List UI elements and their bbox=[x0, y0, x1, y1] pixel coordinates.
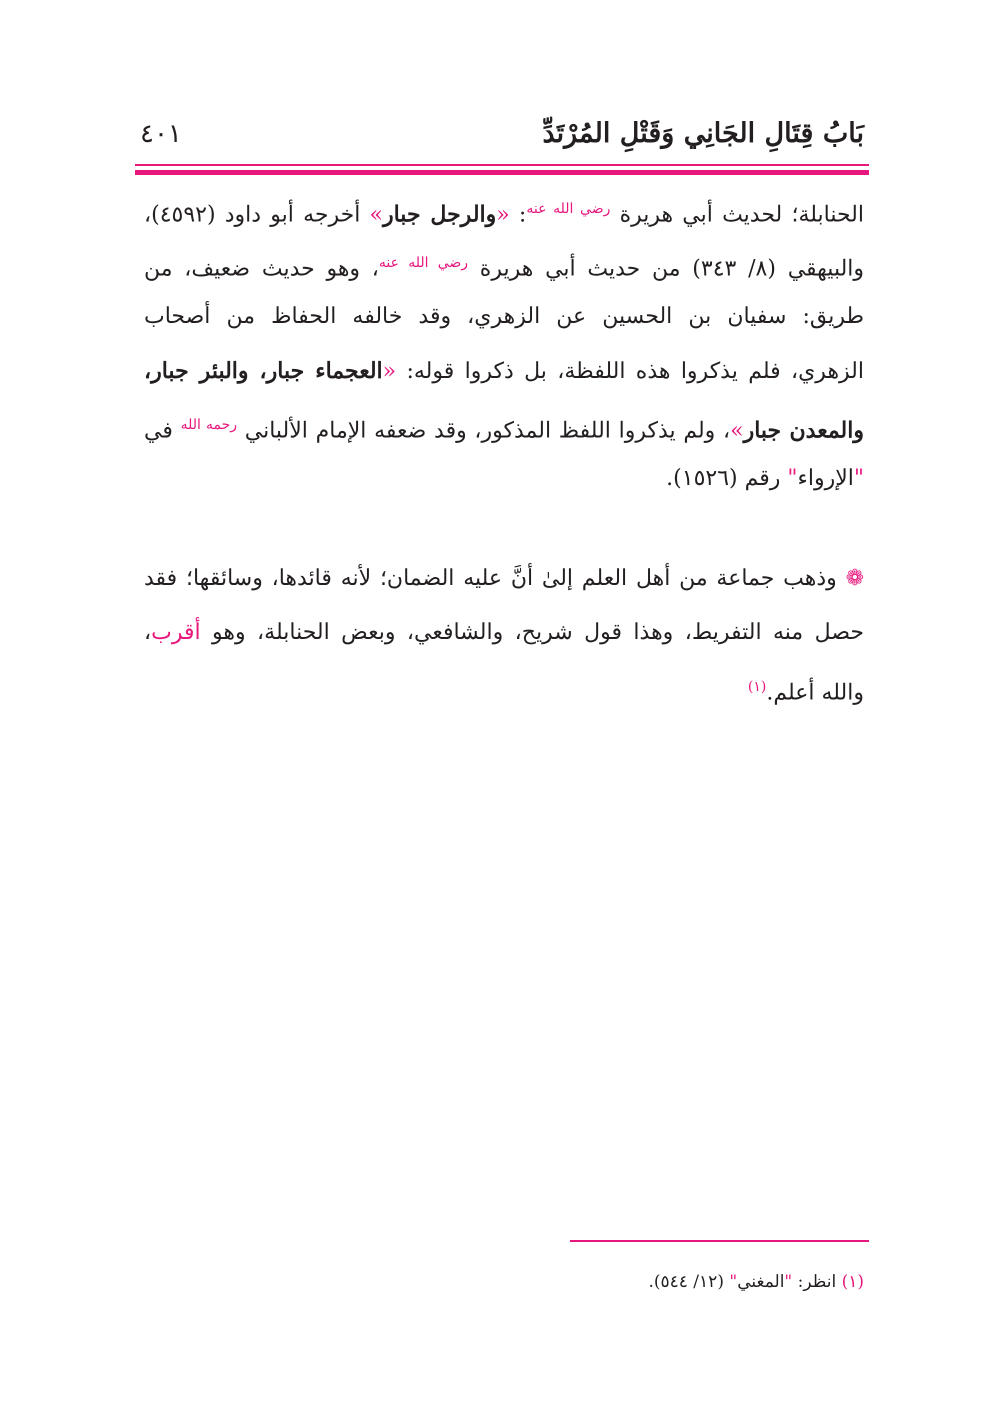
honorific-glyph: رضي الله عنه bbox=[526, 201, 611, 217]
text-run: أخرجه أبو داود (٤٥٩٢)، bbox=[144, 202, 370, 228]
chapter-title: بَابُ قِتَالِ الجَانِي وَقَتْلِ المُرْتَدِّ bbox=[542, 118, 864, 149]
text-run: ، وهو حديث ضعيف، من bbox=[144, 256, 379, 282]
footnote bbox=[144, 1264, 864, 1300]
footnote-reference[interactable]: (١) bbox=[747, 679, 767, 695]
text-run: ، ولم يذكروا اللفظ المذكور، وقد ضعفه الإمام الألباني bbox=[237, 418, 731, 444]
text-run: طريق: سفيان بن الحسين عن الزهري، وقد خالفه الحفاظ من أصحاب bbox=[144, 304, 864, 329]
paragraph-1-line-1 bbox=[144, 182, 864, 236]
text-run: وذهب جماعة من أهل العلم إلىٰ أنَّ عليه الضمان؛ لأنه قائدها، وسائقها؛ فقد bbox=[144, 566, 846, 591]
paragraph-1-line-5 bbox=[144, 398, 864, 452]
paragraph-1-line-2 bbox=[144, 236, 864, 290]
text-run: انظر: bbox=[792, 1272, 842, 1292]
header-rule-thin bbox=[135, 164, 869, 166]
text-run: : bbox=[509, 202, 527, 228]
honorific-glyph: رضي الله عنه bbox=[378, 255, 469, 271]
page-number: ٤٠١ bbox=[140, 119, 182, 149]
quote-mark: " bbox=[729, 1272, 738, 1292]
hadith-quote: والرجل جبار bbox=[382, 201, 497, 228]
paragraph-2-line-1 bbox=[144, 552, 864, 606]
paragraph-2-line-3 bbox=[144, 660, 864, 714]
quote-mark: « bbox=[496, 202, 510, 228]
paragraph-1-line-6 bbox=[144, 452, 864, 506]
text-run: حصل منه التفريط، وهذا قول شريح، والشافعي، وبعض الحنابلة، وهو bbox=[200, 620, 864, 645]
quote-mark: " bbox=[787, 466, 798, 491]
text-run: والله أعلم. bbox=[766, 680, 864, 706]
book-title: الإرواء bbox=[797, 466, 854, 491]
paragraph-1-line-4 bbox=[144, 344, 864, 398]
book-title: المغني bbox=[737, 1272, 785, 1292]
text-run: (١٢/ ٥٤٤). bbox=[648, 1272, 730, 1292]
paragraph-1-line-3 bbox=[144, 290, 864, 344]
text-run: رقم (١٥٢٦). bbox=[666, 466, 788, 491]
header-rule-thick bbox=[135, 170, 869, 175]
paragraph-2-line-2 bbox=[144, 606, 864, 660]
quote-mark: " bbox=[784, 1272, 793, 1292]
text-run: في bbox=[144, 418, 181, 444]
footnote-rule bbox=[570, 1240, 869, 1242]
quote-mark: » bbox=[369, 202, 383, 228]
text-run: والبيهقي (٨/ ٣٤٣) من حديث أبي هريرة bbox=[468, 256, 864, 282]
quote-mark: » bbox=[730, 418, 744, 444]
text-run: ، bbox=[144, 620, 152, 645]
hadith-quote: والمعدن جبار bbox=[743, 417, 864, 444]
quote-mark: « bbox=[382, 359, 397, 384]
text-run: الحنابلة؛ لحديث أبي هريرة bbox=[610, 202, 864, 228]
highlighted-word: أقرب bbox=[151, 620, 201, 645]
quote-mark: " bbox=[853, 466, 864, 491]
paragraph-1 bbox=[144, 182, 864, 506]
footnote-number: (١) bbox=[841, 1272, 864, 1292]
paragraph-2 bbox=[144, 552, 864, 714]
rosette-icon: ❁ bbox=[845, 566, 864, 591]
text-run: الزهري، فلم يذكروا هذه اللفظة، بل ذكروا قوله: bbox=[396, 359, 864, 384]
honorific-glyph: رحمه الله bbox=[180, 417, 238, 433]
hadith-quote: العجماء جبار، والبئر جبار، bbox=[144, 358, 383, 384]
